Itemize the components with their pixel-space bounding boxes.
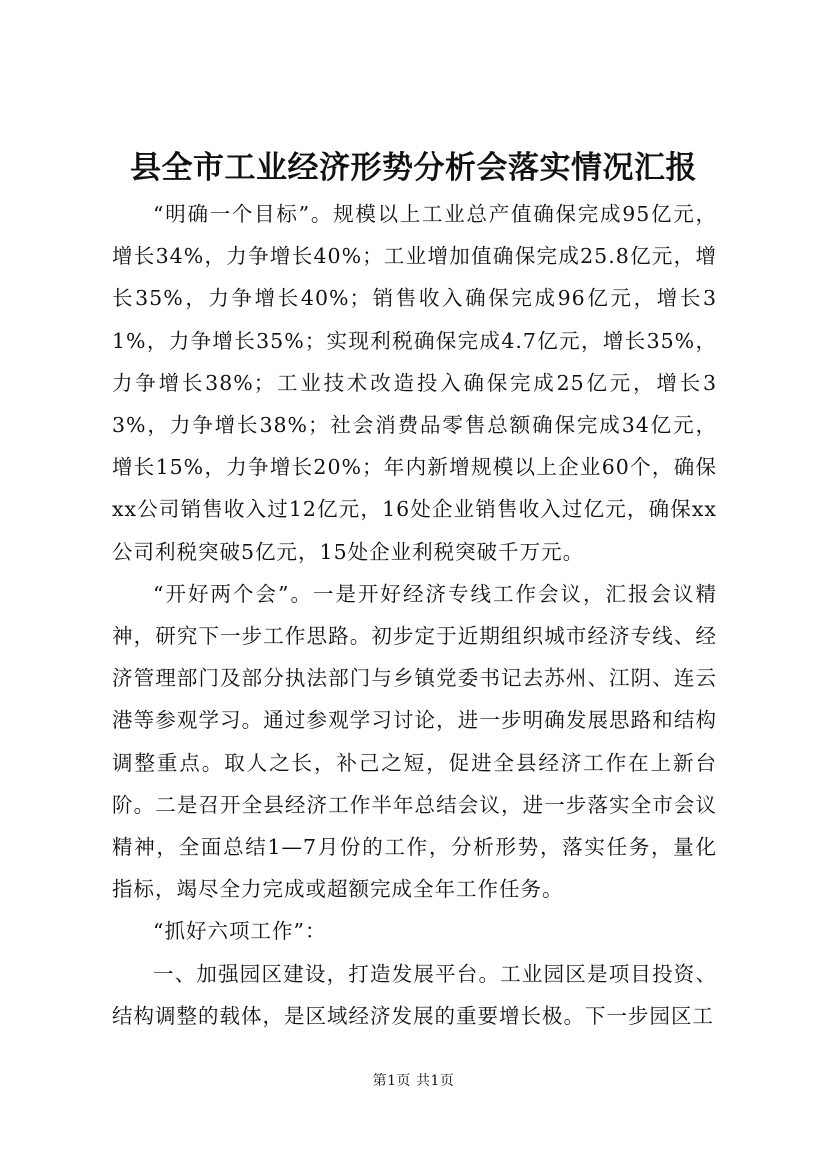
paragraph-meetings: “开好两个会”。一是开好经济专线工作会议，汇报会议精神，研究下一步工作思路。初步定于近期组织城市经济专线、经济管理部门及部分执法部门与乡镇党委书记去苏州、江阴、连云港等参观学习。通过参观学习讨论，进一步明确发展思路和结构调整重点。取人之长，补己之短，促进全县经济工作在上新台阶。二是召开全县经济工作半年总结会议，进一步落实全市会议精神，全面总结1—7月份的工作，分析形势，落实任务，量化指标，竭尽全力完成或超额完成全年工作任务。 bbox=[112, 581, 717, 902]
document-body bbox=[112, 193, 717, 1037]
document-title: 县全市工业经济形势分析会落实情况汇报 bbox=[130, 150, 697, 186]
paragraph-six-tasks-heading: “抓好六项工作”： bbox=[153, 919, 327, 944]
paragraph-goal: “明确一个目标”。规模以上工业总产值确保完成95亿元，增长34%，力争增长40%；工业增加值确保完成25.8亿元，增长35%，力争增长40%；销售收入确保完成96亿元，增长31%，力争增长35%；实现利税确保完成4.7亿元，增长35%，力争增长38%；工业技术改造投入确保完成25亿元，增长33%，力争增长38%；社会消费品零售总额确保完成34亿元，增长15%，力争增长20%；年内新增规模以上企业60个，确保xx公司销售收入过12亿元，16处企业销售收入过亿元，确保xx公司利税突破5亿元，15处企业利税突破千万元。 bbox=[112, 202, 717, 564]
page-footer: 第1页 共1页 bbox=[372, 1073, 455, 1089]
paragraph-park-construction: 一、加强园区建设，打造发展平台。工业园区是项目投资、结构调整的载体，是区域经济发展的重要增长极。下一步园区工 bbox=[112, 961, 717, 1028]
